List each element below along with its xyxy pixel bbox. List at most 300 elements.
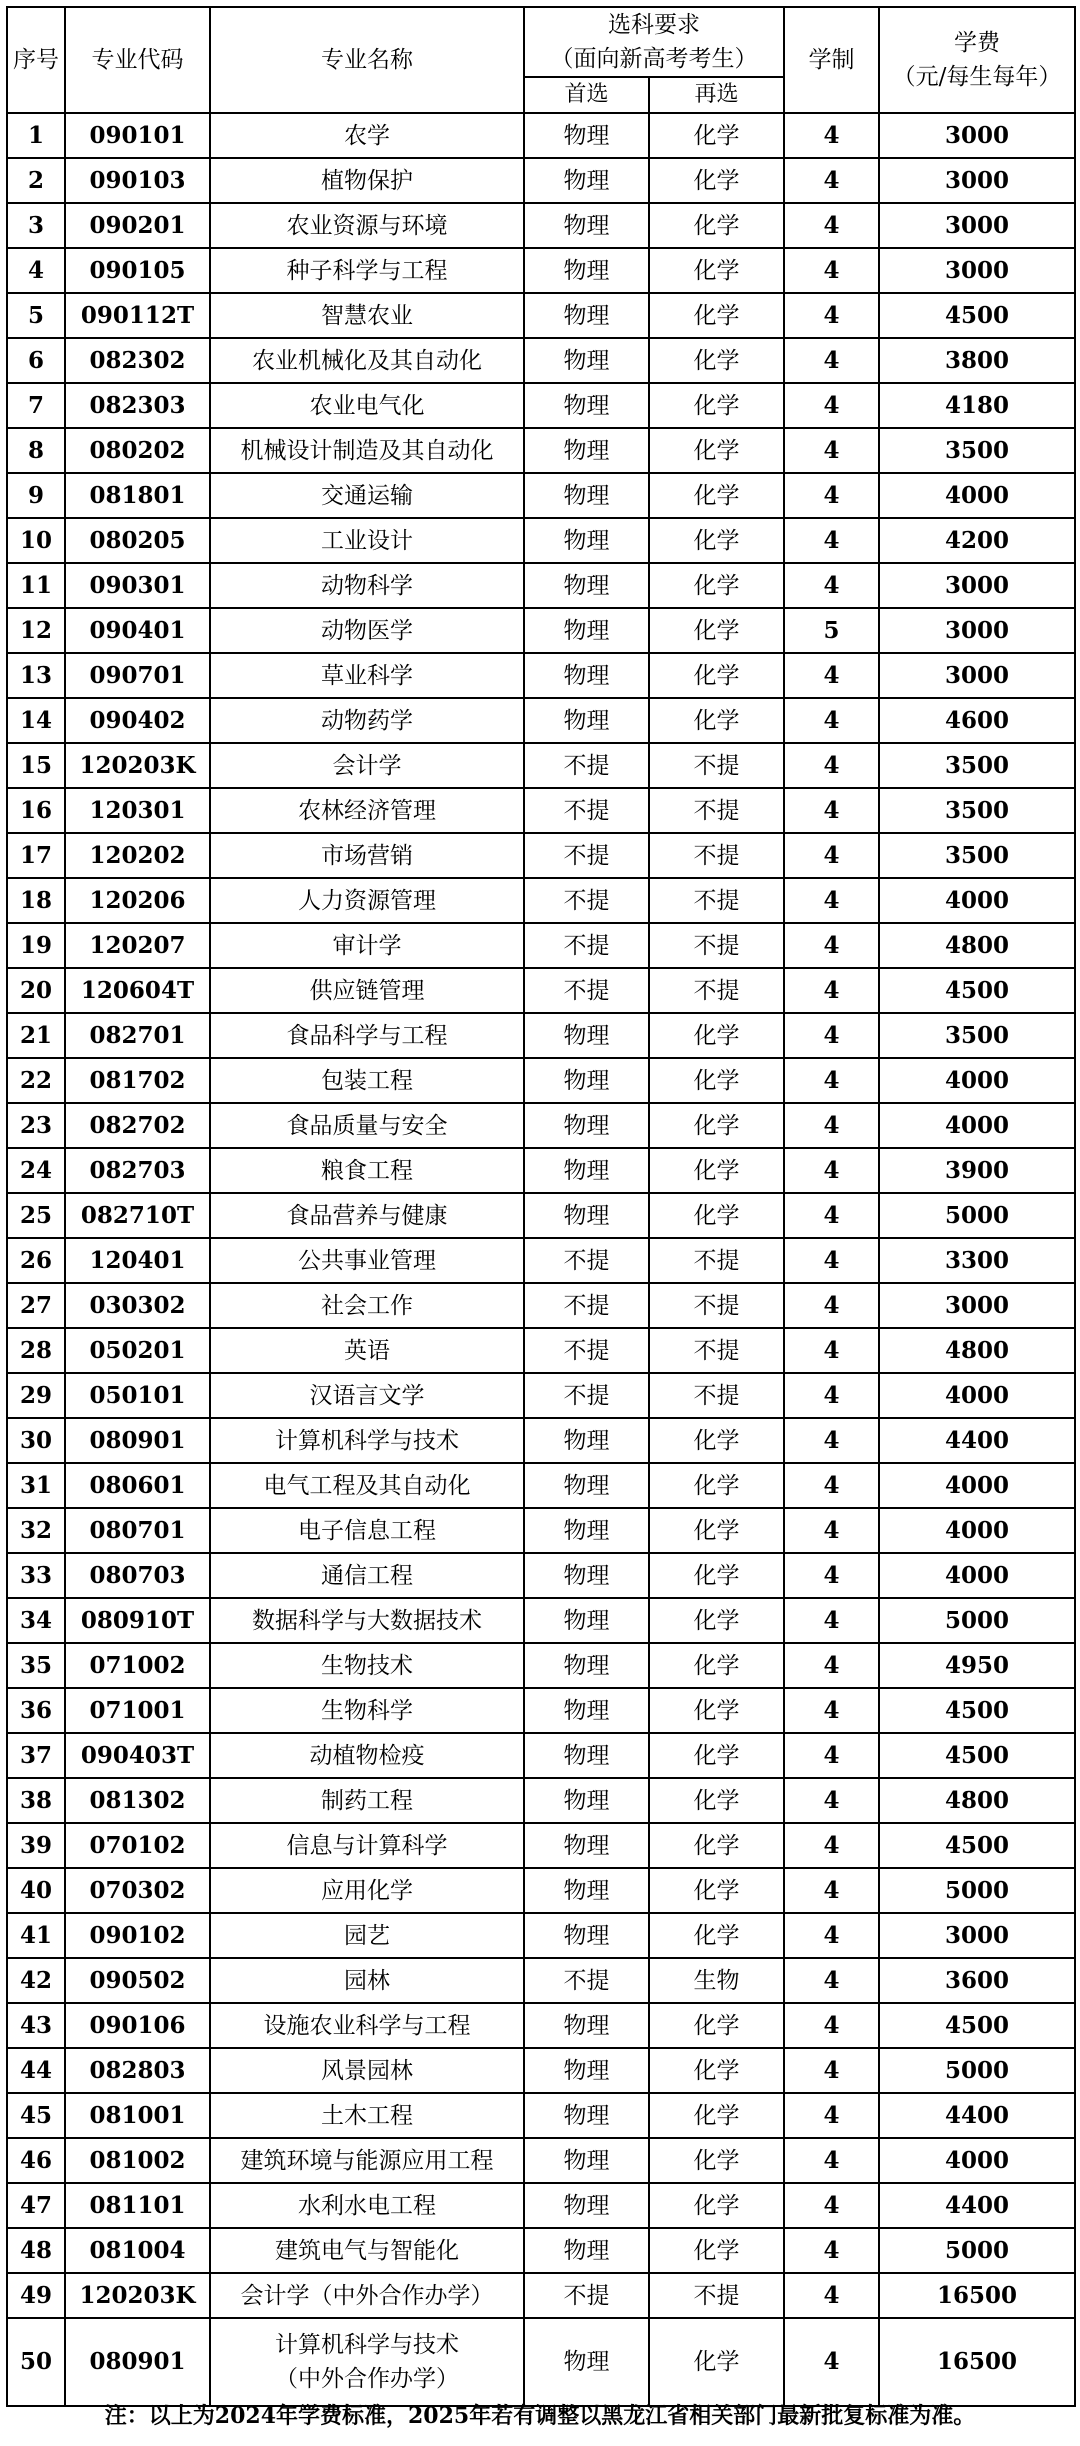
- table-row: [7, 878, 1075, 923]
- fee-cell: 4400: [879, 1418, 1075, 1463]
- fee-cell: 3000: [879, 248, 1075, 293]
- major-code-cell: 081002: [65, 2138, 210, 2183]
- seq-cell: 6: [7, 338, 65, 383]
- table-row: [7, 653, 1075, 698]
- header-fee-title: 学费: [954, 30, 1000, 56]
- major-name-cell: 人力资源管理: [210, 878, 524, 923]
- fee-cell: 4500: [879, 1688, 1075, 1733]
- first-choice-cell: 不提: [524, 878, 649, 923]
- header-seq: 序号: [7, 7, 65, 113]
- seq-cell: 9: [7, 473, 65, 518]
- major-code-cell: 081302: [65, 1778, 210, 1823]
- second-choice-cell: 化学: [649, 1913, 784, 1958]
- seq-cell: 34: [7, 1598, 65, 1643]
- second-choice-cell: 化学: [649, 428, 784, 473]
- second-choice-cell: 化学: [649, 1058, 784, 1103]
- years-cell: 4: [784, 1778, 879, 1823]
- table-row: [7, 1508, 1075, 1553]
- major-name-cell: [210, 2318, 524, 2406]
- first-choice-cell: 物理: [524, 158, 649, 203]
- seq-cell: 1: [7, 113, 65, 158]
- major-code-cell: 090106: [65, 2003, 210, 2048]
- second-choice-cell: 不提: [649, 2273, 784, 2318]
- table-row: [7, 563, 1075, 608]
- first-choice-cell: 物理: [524, 383, 649, 428]
- fee-cell: 4000: [879, 2138, 1075, 2183]
- years-cell: 4: [784, 1508, 879, 1553]
- fee-cell: 3000: [879, 158, 1075, 203]
- major-name-cell: 水利水电工程: [210, 2183, 524, 2228]
- seq-cell: 3: [7, 203, 65, 248]
- first-choice-cell: 物理: [524, 293, 649, 338]
- table-row: [7, 1778, 1075, 1823]
- major-code-cell: 082803: [65, 2048, 210, 2093]
- second-choice-cell: 化学: [649, 1823, 784, 1868]
- fee-cell: 3600: [879, 1958, 1075, 2003]
- second-choice-cell: 化学: [649, 1193, 784, 1238]
- fee-cell: 3900: [879, 1148, 1075, 1193]
- fee-cell: 4200: [879, 518, 1075, 563]
- major-name-cell: 交通运输: [210, 473, 524, 518]
- years-cell: 4: [784, 1103, 879, 1148]
- major-name-cell: 设施农业科学与工程: [210, 2003, 524, 2048]
- seq-cell: 31: [7, 1463, 65, 1508]
- years-cell: 4: [784, 1013, 879, 1058]
- years-cell: 4: [784, 2183, 879, 2228]
- table-row: [7, 923, 1075, 968]
- major-code-cell: 082302: [65, 338, 210, 383]
- second-choice-cell: 化学: [649, 1553, 784, 1598]
- table-row: [7, 248, 1075, 293]
- years-cell: 4: [784, 1598, 879, 1643]
- years-cell: 4: [784, 203, 879, 248]
- major-code-cell: 090403T: [65, 1733, 210, 1778]
- major-name-cell: 建筑电气与智能化: [210, 2228, 524, 2273]
- header-name: 专业名称: [210, 7, 524, 113]
- major-code-cell: 090101: [65, 113, 210, 158]
- second-choice-cell: 化学: [649, 338, 784, 383]
- major-code-cell: 090401: [65, 608, 210, 653]
- table-row: [7, 2273, 1075, 2318]
- fee-cell: 4950: [879, 1643, 1075, 1688]
- years-cell: 4: [784, 1058, 879, 1103]
- years-cell: 4: [784, 1643, 879, 1688]
- table-row: [7, 743, 1075, 788]
- fee-cell: 16500: [879, 2273, 1075, 2318]
- years-cell: 4: [784, 1418, 879, 1463]
- years-cell: 4: [784, 653, 879, 698]
- seq-cell: 10: [7, 518, 65, 563]
- years-cell: 4: [784, 563, 879, 608]
- fee-cell: 4000: [879, 1553, 1075, 1598]
- second-choice-cell: 化学: [649, 1598, 784, 1643]
- major-name-cell: 制药工程: [210, 1778, 524, 1823]
- major-code-cell: 120604T: [65, 968, 210, 1013]
- years-cell: 4: [784, 788, 879, 833]
- first-choice-cell: 物理: [524, 1193, 649, 1238]
- second-choice-cell: 化学: [649, 563, 784, 608]
- seq-cell: 35: [7, 1643, 65, 1688]
- second-choice-cell: 化学: [649, 383, 784, 428]
- major-name-cell: 园艺: [210, 1913, 524, 1958]
- fee-cell: 3500: [879, 743, 1075, 788]
- major-code-cell: 080901: [65, 2318, 210, 2406]
- first-choice-cell: 物理: [524, 248, 649, 293]
- major-name-cell: 动物药学: [210, 698, 524, 743]
- seq-cell: 30: [7, 1418, 65, 1463]
- major-name-cell: 信息与计算科学: [210, 1823, 524, 1868]
- major-name-cell: 动物医学: [210, 608, 524, 653]
- table-row: [7, 2318, 1075, 2406]
- major-name-cell: 食品质量与安全: [210, 1103, 524, 1148]
- first-choice-cell: 物理: [524, 2318, 649, 2406]
- first-choice-cell: 物理: [524, 2138, 649, 2183]
- major-code-cell: 081004: [65, 2228, 210, 2273]
- major-name-cell: 会计学: [210, 743, 524, 788]
- second-choice-cell: 化学: [649, 1013, 784, 1058]
- seq-cell: 12: [7, 608, 65, 653]
- second-choice-cell: 不提: [649, 788, 784, 833]
- seq-cell: 18: [7, 878, 65, 923]
- seq-cell: 36: [7, 1688, 65, 1733]
- seq-cell: 48: [7, 2228, 65, 2273]
- header-code: 专业代码: [65, 7, 210, 113]
- fee-cell: 5000: [879, 2228, 1075, 2273]
- table-row: [7, 338, 1075, 383]
- years-cell: 4: [784, 248, 879, 293]
- first-choice-cell: 不提: [524, 968, 649, 1013]
- years-cell: 4: [784, 1688, 879, 1733]
- years-cell: 4: [784, 2318, 879, 2406]
- fee-cell: 4400: [879, 2093, 1075, 2138]
- table-row: [7, 1238, 1075, 1283]
- table-row: [7, 2048, 1075, 2093]
- seq-cell: 25: [7, 1193, 65, 1238]
- major-code-cell: 071002: [65, 1643, 210, 1688]
- seq-cell: 44: [7, 2048, 65, 2093]
- seq-cell: 50: [7, 2318, 65, 2406]
- major-code-cell: 080701: [65, 1508, 210, 1553]
- first-choice-cell: 不提: [524, 743, 649, 788]
- fee-cell: 4500: [879, 1823, 1075, 1868]
- years-cell: 4: [784, 1733, 879, 1778]
- major-name-cell: 园林: [210, 1958, 524, 2003]
- table-row: [7, 2003, 1075, 2048]
- table-row: [7, 1103, 1075, 1148]
- table-row: [7, 293, 1075, 338]
- major-code-cell: 090102: [65, 1913, 210, 1958]
- years-cell: 4: [784, 158, 879, 203]
- fee-cell: 4400: [879, 2183, 1075, 2228]
- major-name-cell: 建筑环境与能源应用工程: [210, 2138, 524, 2183]
- major-code-cell: 082710T: [65, 1193, 210, 1238]
- seq-cell: 7: [7, 383, 65, 428]
- table-row: [7, 1148, 1075, 1193]
- second-choice-cell: 化学: [649, 518, 784, 563]
- table-row: [7, 158, 1075, 203]
- seq-cell: 21: [7, 1013, 65, 1058]
- first-choice-cell: 物理: [524, 2093, 649, 2138]
- second-choice-cell: 化学: [649, 608, 784, 653]
- second-choice-cell: 化学: [649, 2318, 784, 2406]
- first-choice-cell: 不提: [524, 1283, 649, 1328]
- seq-cell: 11: [7, 563, 65, 608]
- years-cell: 4: [784, 2003, 879, 2048]
- seq-cell: 33: [7, 1553, 65, 1598]
- first-choice-cell: 物理: [524, 2183, 649, 2228]
- major-name-cell: 审计学: [210, 923, 524, 968]
- second-choice-cell: 化学: [649, 1643, 784, 1688]
- years-cell: 4: [784, 1328, 879, 1373]
- second-choice-cell: 不提: [649, 968, 784, 1013]
- major-code-cell: 082701: [65, 1013, 210, 1058]
- second-choice-cell: 生物: [649, 1958, 784, 2003]
- second-choice-cell: 化学: [649, 473, 784, 518]
- fee-cell: 4800: [879, 923, 1075, 968]
- fee-cell: 4000: [879, 473, 1075, 518]
- table-row: [7, 1913, 1075, 1958]
- table-row: [7, 473, 1075, 518]
- table-row: [7, 203, 1075, 248]
- fee-cell: 4000: [879, 1103, 1075, 1148]
- second-choice-cell: 化学: [649, 1508, 784, 1553]
- header-req-subtitle: （面向新高考考生）: [550, 46, 758, 72]
- years-cell: 4: [784, 2048, 879, 2093]
- first-choice-cell: 物理: [524, 1148, 649, 1193]
- seq-cell: 37: [7, 1733, 65, 1778]
- major-name-cell: 植物保护: [210, 158, 524, 203]
- seq-cell: 15: [7, 743, 65, 788]
- fee-cell: 3500: [879, 428, 1075, 473]
- fee-cell: 4500: [879, 293, 1075, 338]
- major-code-cell: 082703: [65, 1148, 210, 1193]
- fee-cell: 5000: [879, 1868, 1075, 1913]
- table-row: [7, 518, 1075, 563]
- major-code-cell: 080205: [65, 518, 210, 563]
- table-row: [7, 1553, 1075, 1598]
- fee-cell: 3000: [879, 653, 1075, 698]
- second-choice-cell: 不提: [649, 1373, 784, 1418]
- major-name-cell: 通信工程: [210, 1553, 524, 1598]
- seq-cell: 2: [7, 158, 65, 203]
- fee-cell: 16500: [879, 2318, 1075, 2406]
- table-row: [7, 1823, 1075, 1868]
- years-cell: 4: [784, 518, 879, 563]
- seq-cell: 26: [7, 1238, 65, 1283]
- years-cell: 4: [784, 878, 879, 923]
- header-fee-unit: （元/每生每年）: [892, 64, 1062, 90]
- major-name-line1: 计算机科学与技术: [275, 2332, 459, 2358]
- table-row: [7, 113, 1075, 158]
- table-row: [7, 698, 1075, 743]
- majors-table: [6, 6, 1076, 2407]
- header-fee: [879, 7, 1075, 113]
- first-choice-cell: 物理: [524, 1553, 649, 1598]
- table-row: [7, 1958, 1075, 2003]
- first-choice-cell: 物理: [524, 1913, 649, 1958]
- major-code-cell: 120203K: [65, 743, 210, 788]
- first-choice-cell: 物理: [524, 698, 649, 743]
- seq-cell: 45: [7, 2093, 65, 2138]
- years-cell: 4: [784, 1283, 879, 1328]
- major-name-line2: （中外合作办学）: [275, 2366, 459, 2392]
- seq-cell: 47: [7, 2183, 65, 2228]
- years-cell: 4: [784, 2138, 879, 2183]
- second-choice-cell: 不提: [649, 1328, 784, 1373]
- first-choice-cell: 不提: [524, 833, 649, 878]
- seq-cell: 42: [7, 1958, 65, 2003]
- major-name-cell: 会计学（中外合作办学）: [210, 2273, 524, 2318]
- first-choice-cell: 物理: [524, 1103, 649, 1148]
- fee-cell: 3000: [879, 203, 1075, 248]
- fee-cell: 3000: [879, 113, 1075, 158]
- major-code-cell: 082702: [65, 1103, 210, 1148]
- first-choice-cell: 不提: [524, 1373, 649, 1418]
- fee-cell: 4800: [879, 1328, 1075, 1373]
- second-choice-cell: 化学: [649, 158, 784, 203]
- major-code-cell: 090701: [65, 653, 210, 698]
- second-choice-cell: 化学: [649, 1778, 784, 1823]
- fee-cell: 3300: [879, 1238, 1075, 1283]
- fee-cell: 4000: [879, 1058, 1075, 1103]
- header-years: 学制: [784, 7, 879, 113]
- fee-cell: 4000: [879, 1508, 1075, 1553]
- footnote: 注：以上为2024年学费标准，2025年若有调整以黑龙江省相关部门最新批复标准为准。: [104, 2403, 976, 2429]
- first-choice-cell: 物理: [524, 2003, 649, 2048]
- major-code-cell: 090105: [65, 248, 210, 293]
- first-choice-cell: 物理: [524, 203, 649, 248]
- table-row: [7, 1733, 1075, 1778]
- fee-cell: 3500: [879, 833, 1075, 878]
- seq-cell: 19: [7, 923, 65, 968]
- second-choice-cell: 化学: [649, 698, 784, 743]
- seq-cell: 32: [7, 1508, 65, 1553]
- major-code-cell: 090112T: [65, 293, 210, 338]
- major-name-cell: 农业资源与环境: [210, 203, 524, 248]
- second-choice-cell: 化学: [649, 1418, 784, 1463]
- first-choice-cell: 物理: [524, 1013, 649, 1058]
- major-name-cell: 应用化学: [210, 1868, 524, 1913]
- major-code-cell: 080202: [65, 428, 210, 473]
- major-name-cell: 数据科学与大数据技术: [210, 1598, 524, 1643]
- major-code-cell: 080601: [65, 1463, 210, 1508]
- years-cell: 4: [784, 383, 879, 428]
- first-choice-cell: 物理: [524, 1823, 649, 1868]
- major-name-cell: 生物科学: [210, 1688, 524, 1733]
- major-code-cell: 090103: [65, 158, 210, 203]
- fee-cell: 3000: [879, 1913, 1075, 1958]
- first-choice-cell: 物理: [524, 608, 649, 653]
- major-code-cell: 050201: [65, 1328, 210, 1373]
- first-choice-cell: 物理: [524, 2048, 649, 2093]
- seq-cell: 4: [7, 248, 65, 293]
- major-name-cell: 计算机科学与技术: [210, 1418, 524, 1463]
- years-cell: 4: [784, 968, 879, 1013]
- years-cell: 5: [784, 608, 879, 653]
- second-choice-cell: 化学: [649, 1868, 784, 1913]
- seq-cell: 13: [7, 653, 65, 698]
- major-name-cell: 动物科学: [210, 563, 524, 608]
- second-choice-cell: 不提: [649, 1238, 784, 1283]
- major-code-cell: 081101: [65, 2183, 210, 2228]
- major-name-cell: 动植物检疫: [210, 1733, 524, 1778]
- table-row: [7, 1868, 1075, 1913]
- major-name-cell: 公共事业管理: [210, 1238, 524, 1283]
- fee-cell: 3500: [879, 1013, 1075, 1058]
- years-cell: 4: [784, 2228, 879, 2273]
- first-choice-cell: 不提: [524, 923, 649, 968]
- major-code-cell: 070302: [65, 1868, 210, 1913]
- fee-cell: 4000: [879, 878, 1075, 923]
- first-choice-cell: 物理: [524, 1778, 649, 1823]
- table-row: [7, 383, 1075, 428]
- seq-cell: 46: [7, 2138, 65, 2183]
- first-choice-cell: 物理: [524, 113, 649, 158]
- fee-cell: 3000: [879, 1283, 1075, 1328]
- years-cell: 4: [784, 923, 879, 968]
- header-first-choice: 首选: [524, 77, 649, 113]
- years-cell: 4: [784, 1958, 879, 2003]
- first-choice-cell: 不提: [524, 1328, 649, 1373]
- major-name-cell: 农学: [210, 113, 524, 158]
- table-row: [7, 1013, 1075, 1058]
- fee-cell: 5000: [879, 2048, 1075, 2093]
- header-second-choice: 再选: [649, 77, 784, 113]
- second-choice-cell: 化学: [649, 2183, 784, 2228]
- major-code-cell: 081001: [65, 2093, 210, 2138]
- seq-cell: 22: [7, 1058, 65, 1103]
- years-cell: 4: [784, 2273, 879, 2318]
- first-choice-cell: 物理: [524, 428, 649, 473]
- major-name-cell: 草业科学: [210, 653, 524, 698]
- second-choice-cell: 化学: [649, 2138, 784, 2183]
- seq-cell: 43: [7, 2003, 65, 2048]
- seq-cell: 8: [7, 428, 65, 473]
- second-choice-cell: 化学: [649, 2003, 784, 2048]
- table-row: [7, 2183, 1075, 2228]
- years-cell: 4: [784, 338, 879, 383]
- seq-cell: 20: [7, 968, 65, 1013]
- table-row: [7, 1328, 1075, 1373]
- major-code-cell: 050101: [65, 1373, 210, 1418]
- first-choice-cell: 物理: [524, 473, 649, 518]
- fee-cell: 4500: [879, 2003, 1075, 2048]
- years-cell: 4: [784, 833, 879, 878]
- first-choice-cell: 物理: [524, 1508, 649, 1553]
- second-choice-cell: 不提: [649, 833, 784, 878]
- second-choice-cell: 化学: [649, 1103, 784, 1148]
- table-row: [7, 968, 1075, 1013]
- first-choice-cell: 物理: [524, 1463, 649, 1508]
- second-choice-cell: 化学: [649, 1148, 784, 1193]
- seq-cell: 17: [7, 833, 65, 878]
- major-name-cell: 种子科学与工程: [210, 248, 524, 293]
- first-choice-cell: 不提: [524, 1958, 649, 2003]
- second-choice-cell: 化学: [649, 293, 784, 338]
- table-row: [7, 1643, 1075, 1688]
- second-choice-cell: 化学: [649, 2228, 784, 2273]
- years-cell: 4: [784, 428, 879, 473]
- major-name-cell: 生物技术: [210, 1643, 524, 1688]
- major-code-cell: 090402: [65, 698, 210, 743]
- major-code-cell: 120203K: [65, 2273, 210, 2318]
- first-choice-cell: 物理: [524, 2228, 649, 2273]
- major-name-cell: 包装工程: [210, 1058, 524, 1103]
- major-name-cell: 智慧农业: [210, 293, 524, 338]
- second-choice-cell: 化学: [649, 203, 784, 248]
- major-name-cell: 风景园林: [210, 2048, 524, 2093]
- major-code-cell: 070102: [65, 1823, 210, 1868]
